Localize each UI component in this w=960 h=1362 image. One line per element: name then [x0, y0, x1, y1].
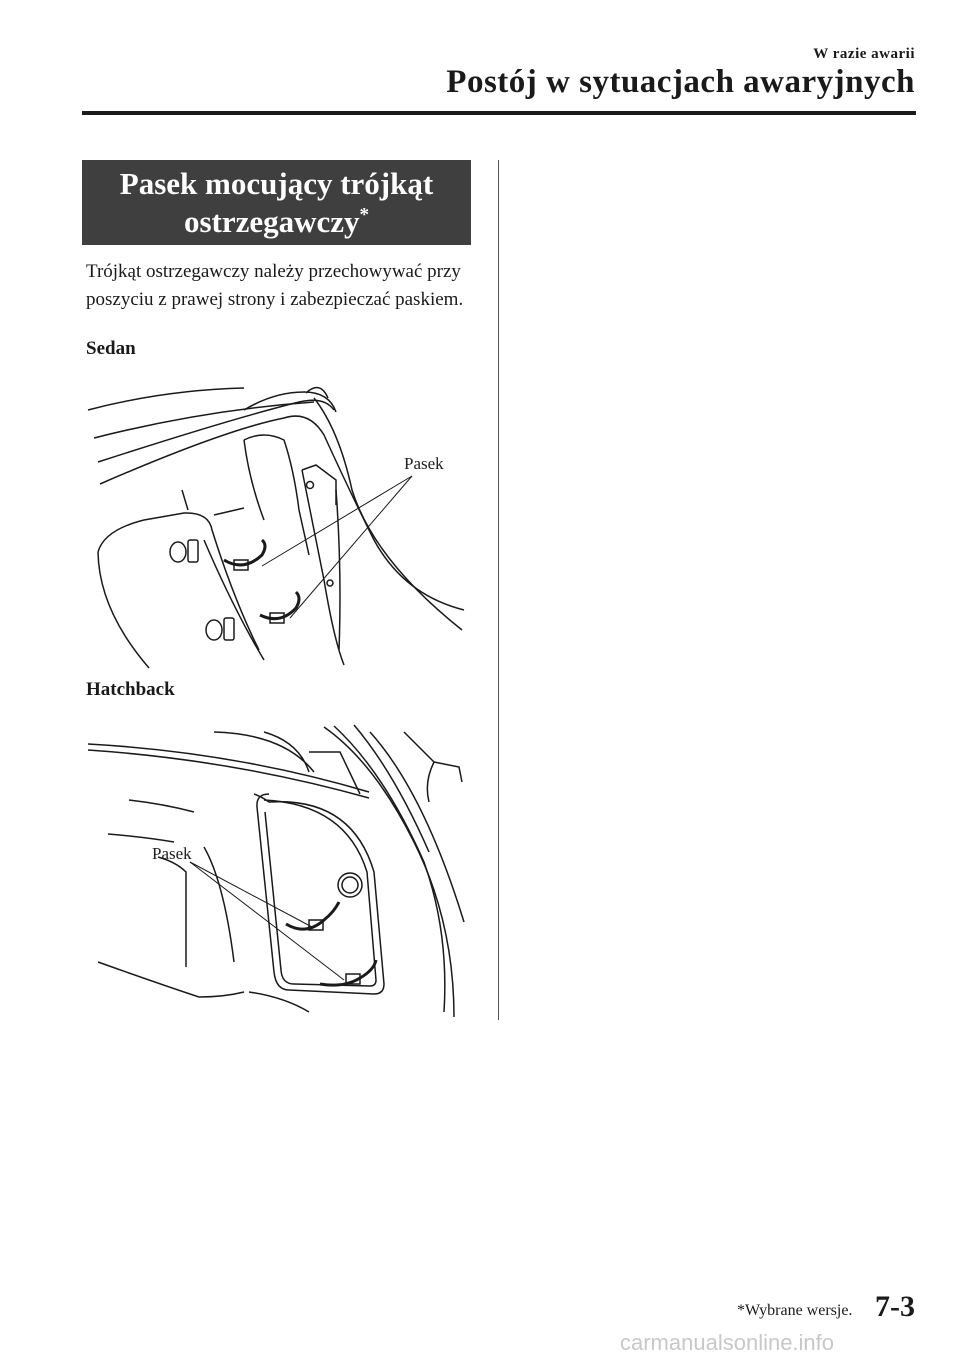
hatchback-caption: Hatchback	[86, 679, 175, 700]
heading-line-2	[82, 203, 471, 241]
footnote: *Wybrane wersje.	[737, 1302, 853, 1319]
heading-line-1: Pasek mocujący trójkąt	[119, 166, 434, 201]
hatchback-illustration	[84, 722, 480, 1022]
sedan-strap-label: Pasek	[404, 454, 444, 473]
watermark: carmanualsonline.info	[620, 1330, 835, 1355]
optional-marker: *	[359, 204, 370, 226]
hatchback-strap-label: Pasek	[152, 844, 192, 863]
heading-line-2-text: ostrzegawczy	[183, 204, 360, 239]
sedan-illustration	[84, 380, 480, 670]
column-divider	[498, 160, 499, 1020]
sedan-caption: Sedan	[86, 338, 136, 359]
section-label: W razie awarii	[813, 46, 915, 62]
header-rule	[82, 111, 916, 115]
page-number: 7-3	[875, 1290, 915, 1323]
body-paragraph: Trójkąt ostrzegawczy należy przechowywać przy poszyciu z prawej strony i zabezpieczać paskiem.	[86, 261, 464, 310]
section-heading	[82, 160, 471, 245]
chapter-title: Postój w sytuacjach awaryjnych	[446, 64, 915, 100]
